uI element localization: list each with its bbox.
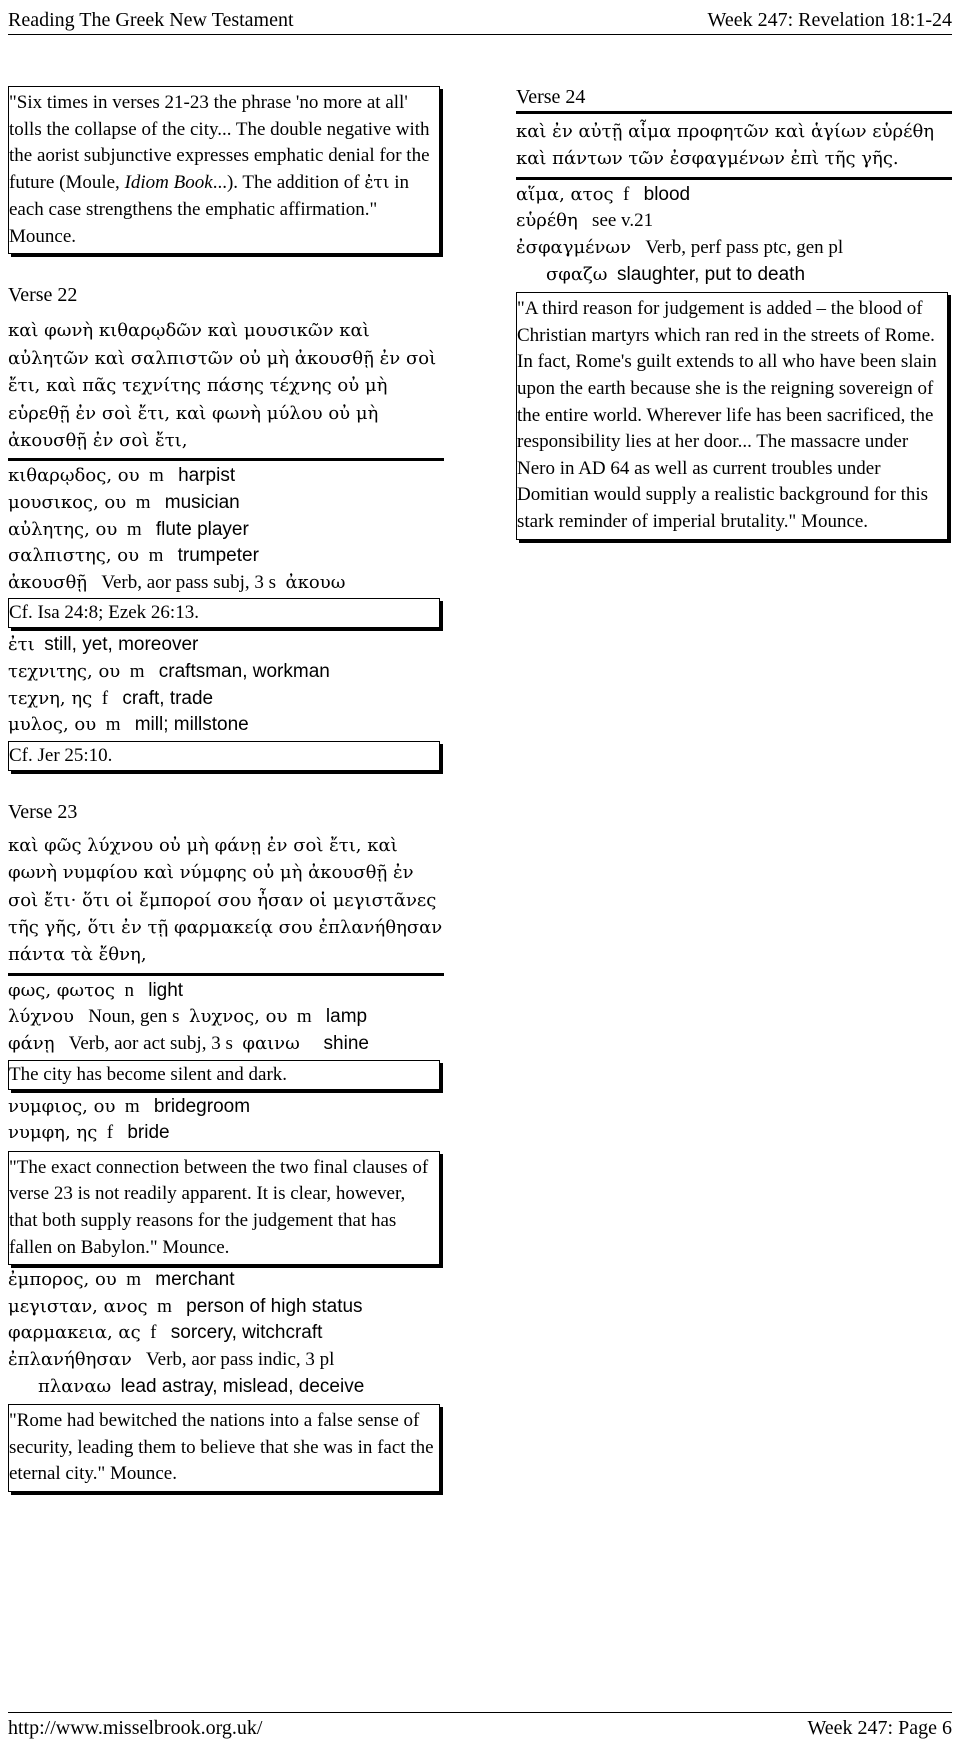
footer-url[interactable]: http://www.misselbrook.org.uk/ — [8, 1717, 263, 1739]
quote-box-martyrs: "A third reason for judgement is added – the blood of Christian martyrs which ran red in the streets of Rome. In fact, Rome's guilt extends to all who have been slain upon the earth because she is the reigning sovereign of the entire world. Wherever life has been sacrificed, the responsibility lies at her door... The massacre under Nero in AD 64 as well as current troubles under Domitian would supply a realistic background for this stark reminder of imperial brutality." Mounce. — [516, 292, 948, 539]
parse-row: εὑρέθη see v.21 — [516, 210, 654, 232]
parse-row: ἐπλανήθησαν Verb, aor pass indic, 3 pl — [8, 1348, 335, 1370]
vocab-row: μεγισταν, ανος m person of high status — [8, 1295, 363, 1317]
cf-box-isaiah: Cf. Isa 24:8; Ezek 26:13. — [8, 598, 440, 628]
verse-23-text: καὶ φῶς λύχνου οὐ μὴ φάνῃ ἐν σοὶ ἔτι, καὶ φωνὴ νυμφίου καὶ νύμφης οὐ μὴ ἀκουσθῇ ἐν σοὶ ἔτι· ὅτι οἱ ἔμποροί σου ἦσαν οἱ μεγιστᾶνες τῆς γῆς, ὅτι ἐν τῇ φαρμακείᾳ σου ἐπλανήθησαν πάντα τὰ ἔθνη, — [8, 832, 444, 976]
vocab-row: τεχνιτης, ου m craftsman, workman — [8, 660, 330, 682]
verse-22-heading: Verse 22 — [8, 284, 78, 307]
vocab-row: ἐτι still, yet, moreover — [8, 634, 199, 656]
verse-23-heading: Verse 23 — [8, 800, 78, 823]
parse-row-lexical: πλαναω lead astray, mislead, deceive — [38, 1375, 365, 1397]
quote-text: ...). The addition of — [212, 171, 365, 193]
quote-text: in each case strengthens the emphatic affirmation." Mounce. — [9, 171, 410, 247]
verse-23-vocab-3 — [8, 1267, 444, 1400]
cf-box-jeremiah: Cf. Jer 25:10. — [8, 741, 440, 771]
vocab-row: κιθαρῳδος, ου m harpist — [8, 465, 236, 487]
vocab-row: νυμφη, ης f bride — [8, 1122, 170, 1144]
note-box-silent: The city has become silent and dark. — [8, 1060, 440, 1090]
left-column — [8, 86, 444, 1492]
parse-row: ἐσφαγμένων Verb, perf pass ptc, gen pl — [516, 237, 844, 258]
vocab-row: μουσικος, ου m musician — [8, 492, 240, 513]
quote-box-connection: "The exact connection between the two final clauses of verse 23 is not readily apparent. It is clear, however, that both supply reasons for the judgement that has fallen on Babylon." Mounce. — [8, 1151, 440, 1265]
header-week: Week 247: Revelation 18:1-24 — [707, 9, 952, 31]
vocab-row: αὐλητης, ου m flute player — [8, 518, 249, 540]
verse-24-text: καὶ ἐν αὐτῇ αἷμα προφητῶν καὶ ἁγίων εὑρέθη καὶ πάντων τῶν ἐσφαγμένων ἐπὶ τῆς γῆς. — [516, 118, 952, 180]
parse-row: ἀκουσθῇ Verb, aor pass subj, 3 s ἀκουω — [8, 571, 346, 593]
page-footer — [8, 1712, 952, 1739]
vocab-row: ἐμπορος, ου m merchant — [8, 1269, 235, 1291]
vocab-row: μυλος, ου m mill; millstone — [8, 714, 249, 736]
quote-box-bewitched: "Rome had bewitched the nations into a false sense of security, leading them to believe that she was in fact the eternal city." Mounce. — [8, 1404, 440, 1492]
quote-text: "Six times in verses 21-23 the phrase 'no more at all' tolls the collapse of the city... The double negative with the aorist subjunctive expresses emphatic denial for the future (Moule, — [9, 92, 430, 193]
verse-24-heading: Verse 24 — [516, 86, 952, 114]
verse-24-vocab — [516, 182, 952, 288]
vocab-row: αἵμα, ατος f blood — [516, 183, 691, 205]
page-header — [8, 6, 952, 35]
verse-23-vocab — [8, 978, 444, 1058]
quote-italic: Idiom Book — [124, 171, 213, 193]
verse-22-vocab — [8, 463, 444, 596]
vocab-row: φαρμακεια, ας f sorcery, witchcraft — [8, 1322, 323, 1344]
quote-greek: ἐτι — [364, 172, 390, 193]
verse-23-vocab-2 — [8, 1094, 444, 1147]
quote-box-double-negative — [8, 86, 440, 254]
vocab-row: σαλπιστης, ου m trumpeter — [8, 545, 259, 567]
vocab-row: φως, φωτος n light — [8, 979, 184, 1001]
vocab-row: τεχνη, ης f craft, trade — [8, 687, 214, 709]
parse-row: λύχνου Noun, gen s λυχνος, ου m lamp — [8, 1006, 368, 1028]
parse-row-lexical: σφαζω slaughter, put to death — [546, 263, 806, 285]
footer-page: Week 247: Page 6 — [807, 1717, 952, 1739]
right-column — [516, 86, 952, 540]
vocab-row: νυμφιος, ου m bridegroom — [8, 1095, 251, 1117]
parse-row: φάνῃ Verb, aor act subj, 3 s φαινω shine — [8, 1032, 369, 1054]
verse-22-vocab-2 — [8, 632, 444, 738]
header-title: Reading The Greek New Testament — [8, 9, 294, 31]
verse-22-text: καὶ φωνὴ κιθαρῳδῶν καὶ μουσικῶν καὶ αὐλητῶν καὶ σαλπιστῶν οὐ μὴ ἀκουσθῇ ἐν σοὶ ἔτι, καὶ πᾶς τεχνίτης πάσης τέχνης οὐ μὴ εὑρεθῇ ἐν σοὶ ἔτι, καὶ φωνὴ μύλου οὐ μὴ ἀκουσθῇ ἐν σοὶ ἔτι, — [8, 317, 444, 461]
